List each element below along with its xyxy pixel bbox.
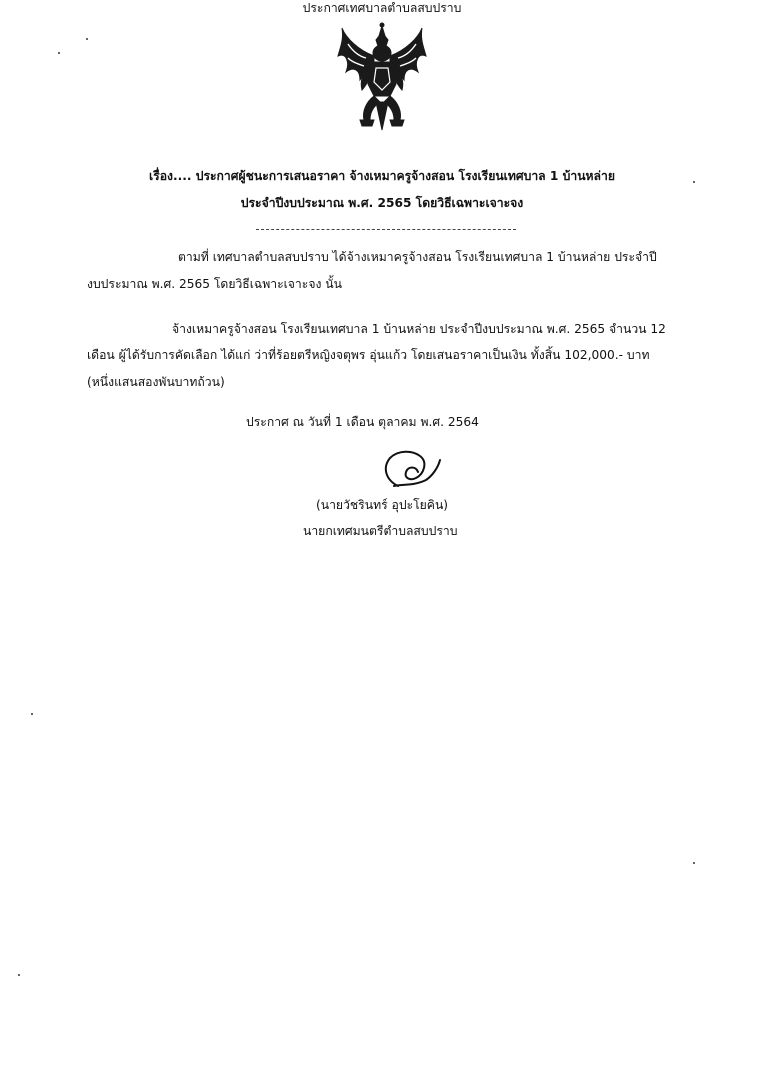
subject-line: เรื่อง.... ประกาศผู้ชนะการเสนอราคา จ้างเหมาครูจ้างสอน โรงเรียนเทศบาล 1 บ้านหล่าย bbox=[148, 169, 616, 183]
fiscal-year-line: ประจำปีงบประมาณ พ.ศ. 2565 โดยวิธีเฉพาะเจาะจง bbox=[240, 196, 524, 210]
garuda-emblem-icon bbox=[336, 22, 428, 132]
dashed-divider bbox=[256, 229, 516, 230]
announcement-date: ประกาศ ณ วันที่ 1 เดือน ตุลาคม พ.ศ. 2564 bbox=[246, 415, 479, 429]
scan-speck bbox=[86, 38, 88, 40]
paragraph-2-line-1: จ้างเหมาครูจ้างสอน โรงเรียนเทศบาล 1 บ้านหล่าย ประจำปีงบประมาณ พ.ศ. 2565 จำนวน 12 bbox=[172, 322, 666, 336]
scan-speck bbox=[693, 862, 695, 864]
scan-speck bbox=[18, 974, 20, 976]
paragraph-1-line-1: ตามที่ เทศบาลตำบลสบปราบ ได้จ้างเหมาครูจ้างสอน โรงเรียนเทศบาล 1 บ้านหล่าย ประจำปี bbox=[178, 250, 657, 264]
paragraph-2-line-3: (หนึ่งแสนสองพันบาทถ้วน) bbox=[87, 375, 225, 389]
signer-position: นายกเทศมนตรีตำบลสบปราบ bbox=[303, 524, 458, 538]
scan-speck bbox=[31, 713, 33, 715]
signature-icon bbox=[368, 446, 444, 500]
paragraph-1-line-2: งบประมาณ พ.ศ. 2565 โดยวิธีเฉพาะเจาะจง นั้น bbox=[87, 277, 342, 291]
scan-speck bbox=[693, 181, 695, 183]
signer-name: (นายวัชรินทร์ อุปะโยคิน) bbox=[316, 498, 449, 512]
paragraph-2-line-2: เดือน ผู้ได้รับการคัดเลือก ได้แก่ ว่าที่ร้อยตรีหญิงจตุพร อุ่นแก้ว โดยเสนอราคาเป็นเงิน ทั้งสิ้น 102,000.- บาท bbox=[87, 348, 650, 362]
scan-speck bbox=[58, 52, 60, 54]
organization-title: ประกาศเทศบาลตำบลสบปราบ bbox=[302, 1, 462, 15]
